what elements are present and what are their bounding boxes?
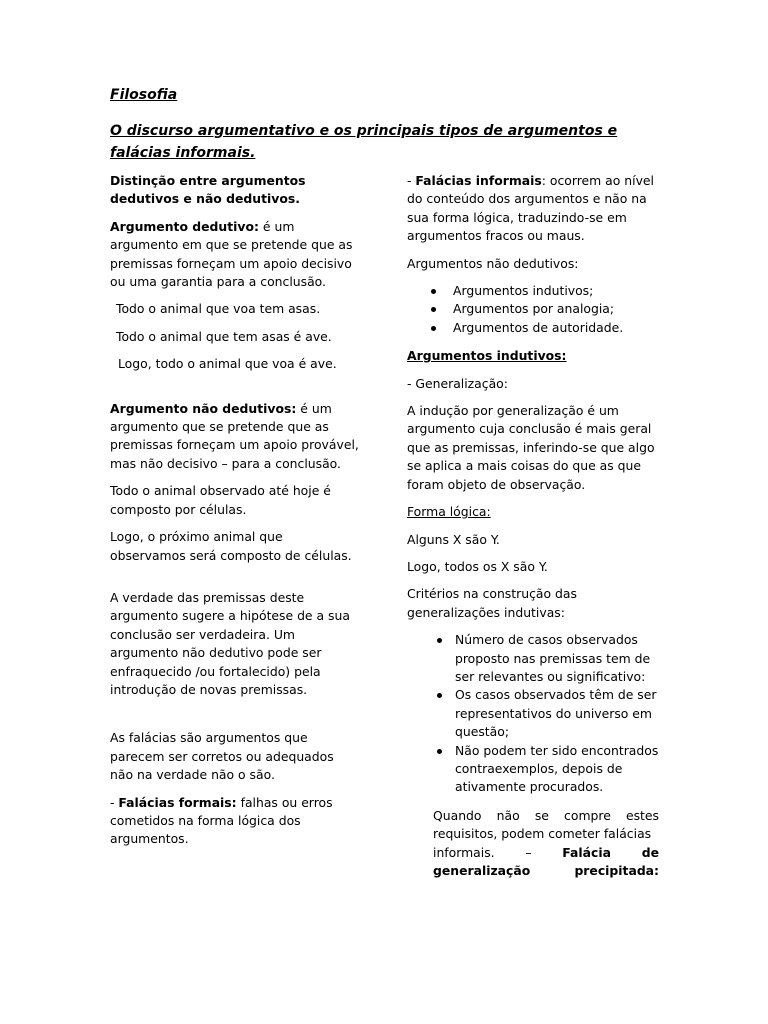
closing-paragraph [407,807,659,881]
list-item: Os casos observados têm de ser representativos do universo em questão; [407,686,659,741]
nondeductive-types-heading: Argumentos não dedutivos: [407,255,579,271]
example-premise-3: Todo o animal observado até hoje é composto por células. [110,483,331,517]
fallacies-paragraph: As falácias são argumentos que parecem ser corretos ou adequados não na verdade não o são. [110,730,334,783]
list-item: Número de casos observados proposto nas premissas tem de ser relevantes ou significativo: [407,631,659,686]
formal-fallacies-paragraph: - Falácias formais: falhas ou erros cometidos na forma lógica dos argumentos. [110,794,333,847]
distinction-heading: Distinção entre argumentos dedutivos e não dedutivos. [110,173,306,207]
example-conclusion-2: Logo, o próximo animal que observamos será composto de células. [110,529,352,563]
left-column [110,172,360,858]
informal-fallacies-paragraph: - Falácias informais: ocorrem ao nível do conteúdo dos argumentos e não na sua forma lógica, traduzindo-se em argumentos fracos ou maus. [407,173,654,244]
list-item: Argumentos por analogia; [407,300,659,318]
nondeductive-term: Argumento não dedutivos: [110,400,297,416]
deductive-term: Argumento dedutivo: [110,218,259,234]
example-premise-2: Todo o animal que tem asas é ave. [116,328,332,344]
closing-line-2: requisitos, podem cometer falácias [433,826,652,842]
informal-fallacies-term: Falácias informais [415,173,542,188]
truth-paragraph: A verdade das premissas deste argumento sugere a hipótese de a sua conclusão ser verdadeira. Um argumento não dedutivo pode ser enfraquecido /ou fortalecido) pela introdução de novas premissas. [110,589,350,697]
formal-fallacies-term: Falácias formais: [118,794,237,810]
example-premise-1: Todo o animal que voa tem asas. [116,301,321,317]
logical-form-label: Forma lógica: [407,504,491,520]
closing-line-4: generalização precipitada: [433,863,659,878]
list-item: Argumentos indutivos; [407,282,659,300]
right-column [407,172,659,880]
document-title: O discurso argumentativo e os principais tipos de argumentos e falácias informais. [110,123,618,161]
generalization-label: - Generalização: [407,375,508,391]
subject-title: Filosofia [110,87,178,103]
list-item: Não podem ter sido encontrados contraexemplos, depois de ativamente procurados. [407,742,659,797]
criteria-list [407,631,659,797]
inductive-heading: Argumentos indutivos: [407,348,567,364]
deductive-paragraph: Argumento dedutivo: é um argumento em que se pretende que as premissas forneçam um apoio decisivo ou uma garantia para a conclusão. [110,218,353,290]
logical-form-conclusion: Logo, todos os X são Y. [407,558,548,574]
argument-types-list [407,282,659,337]
list-item: Argumentos de autoridade. [407,319,659,337]
nondeductive-paragraph: Argumento não dedutivos: é um argumento que se pretende que as premissas forneçam um apoio provável, mas não decisivo – para a conclusão. [110,400,359,471]
criteria-heading: Critérios na construção das generalizações indutivas: [407,586,577,620]
logical-form-premise: Alguns X são Y. [407,531,500,547]
example-conclusion: Logo, todo o animal que voa é ave. [118,356,337,372]
induction-paragraph: A indução por generalização é um argumento cuja conclusão é mais geral que as premissas, inferindo-se que algo se aplica a mais coisas do que as que foram objeto de observação. [407,403,655,492]
closing-line-3: informais. – Falácia de [433,844,659,860]
closing-line-1: Quando não se compre estes [433,807,659,823]
